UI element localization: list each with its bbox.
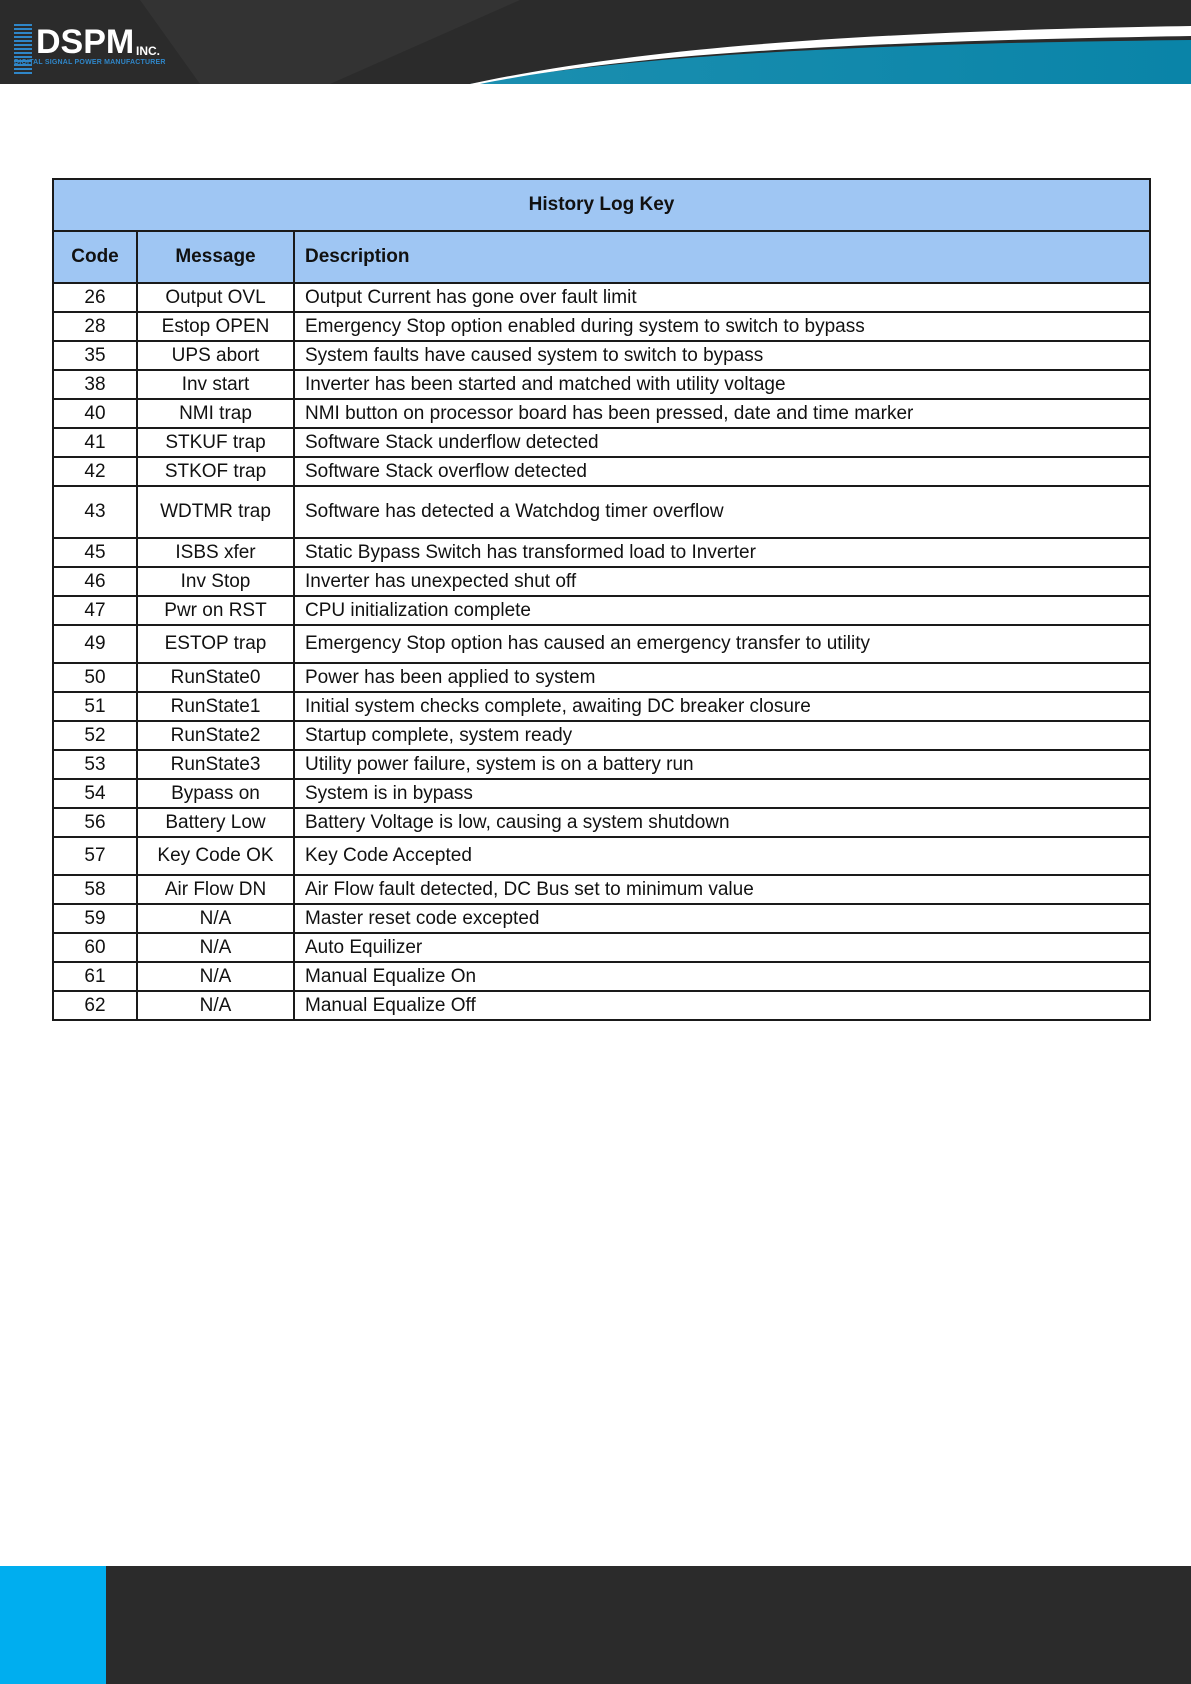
cell-description: Emergency Stop option enabled during system to switch to bypass xyxy=(294,312,1150,341)
cell-code: 60 xyxy=(53,933,137,962)
cell-code: 50 xyxy=(53,663,137,692)
cell-message: Estop OPEN xyxy=(137,312,294,341)
cell-code: 45 xyxy=(53,538,137,567)
cell-code: 54 xyxy=(53,779,137,808)
table-row xyxy=(53,486,1150,538)
cell-code: 43 xyxy=(53,486,137,538)
logo-suffix: INC. xyxy=(136,44,160,58)
cell-description: Startup complete, system ready xyxy=(294,721,1150,750)
cell-description: Key Code Accepted xyxy=(294,837,1150,875)
table-row xyxy=(53,341,1150,370)
cell-message: Key Code OK xyxy=(137,837,294,875)
table-row xyxy=(53,692,1150,721)
cell-code: 62 xyxy=(53,991,137,1020)
cell-code: 58 xyxy=(53,875,137,904)
table-row xyxy=(53,625,1150,663)
logo-tagline: DIGITAL SIGNAL POWER MANUFACTURER xyxy=(14,59,166,66)
cell-description: Air Flow fault detected, DC Bus set to minimum value xyxy=(294,875,1150,904)
table-row xyxy=(53,457,1150,486)
cell-description: System faults have caused system to switch to bypass xyxy=(294,341,1150,370)
cell-code: 51 xyxy=(53,692,137,721)
cell-description: Manual Equalize Off xyxy=(294,991,1150,1020)
cell-description: Inverter has unexpected shut off xyxy=(294,567,1150,596)
cell-code: 61 xyxy=(53,962,137,991)
cell-description: Utility power failure, system is on a battery run xyxy=(294,750,1150,779)
cell-code: 42 xyxy=(53,457,137,486)
cell-code: 53 xyxy=(53,750,137,779)
cell-message: Inv Stop xyxy=(137,567,294,596)
cell-description: Inverter has been started and matched with utility voltage xyxy=(294,370,1150,399)
cell-code: 56 xyxy=(53,808,137,837)
cell-message: RunState3 xyxy=(137,750,294,779)
table-row xyxy=(53,933,1150,962)
cell-code: 47 xyxy=(53,596,137,625)
cell-code: 38 xyxy=(53,370,137,399)
table-row xyxy=(53,538,1150,567)
table-title-row xyxy=(53,179,1150,231)
cell-message: RunState1 xyxy=(137,692,294,721)
cell-description: Power has been applied to system xyxy=(294,663,1150,692)
company-logo xyxy=(14,24,174,80)
table-row xyxy=(53,779,1150,808)
column-header-code: Code xyxy=(53,231,137,283)
cell-message: Output OVL xyxy=(137,283,294,312)
cell-message: NMI trap xyxy=(137,399,294,428)
table-row xyxy=(53,904,1150,933)
cell-message: ISBS xfer xyxy=(137,538,294,567)
cell-code: 26 xyxy=(53,283,137,312)
history-log-table xyxy=(52,178,1151,1021)
cell-description: Output Current has gone over fault limit xyxy=(294,283,1150,312)
footer-accent-block xyxy=(0,1566,106,1684)
cell-message: N/A xyxy=(137,962,294,991)
cell-description: Auto Equilizer xyxy=(294,933,1150,962)
table-row xyxy=(53,283,1150,312)
cell-message: Pwr on RST xyxy=(137,596,294,625)
table-row xyxy=(53,808,1150,837)
cell-message: RunState2 xyxy=(137,721,294,750)
cell-message: N/A xyxy=(137,991,294,1020)
cell-description: Software Stack underflow detected xyxy=(294,428,1150,457)
cell-message: Bypass on xyxy=(137,779,294,808)
cell-code: 40 xyxy=(53,399,137,428)
cell-message: WDTMR trap xyxy=(137,486,294,538)
cell-code: 57 xyxy=(53,837,137,875)
cell-message: ESTOP trap xyxy=(137,625,294,663)
table-row xyxy=(53,663,1150,692)
cell-code: 52 xyxy=(53,721,137,750)
cell-code: 28 xyxy=(53,312,137,341)
cell-description: System is in bypass xyxy=(294,779,1150,808)
cell-message: N/A xyxy=(137,933,294,962)
header-banner xyxy=(0,0,1191,84)
cell-message: Air Flow DN xyxy=(137,875,294,904)
page-header xyxy=(0,0,1191,84)
table-row xyxy=(53,370,1150,399)
cell-code: 35 xyxy=(53,341,137,370)
column-header-message: Message xyxy=(137,231,294,283)
cell-description: Initial system checks complete, awaiting DC breaker closure xyxy=(294,692,1150,721)
page-footer xyxy=(0,1566,1191,1684)
table-row xyxy=(53,750,1150,779)
cell-description: NMI button on processor board has been pressed, date and time marker xyxy=(294,399,1150,428)
table-row xyxy=(53,721,1150,750)
column-header-description: Description xyxy=(294,231,1150,283)
cell-description: Battery Voltage is low, causing a system shutdown xyxy=(294,808,1150,837)
cell-description: CPU initialization complete xyxy=(294,596,1150,625)
logo-wordmark: DSPM xyxy=(36,23,135,61)
cell-description: Static Bypass Switch has transformed load to Inverter xyxy=(294,538,1150,567)
cell-message: STKOF trap xyxy=(137,457,294,486)
cell-message: RunState0 xyxy=(137,663,294,692)
table-row xyxy=(53,962,1150,991)
logo-bars-icon xyxy=(14,24,32,78)
table-row xyxy=(53,428,1150,457)
table-row xyxy=(53,991,1150,1020)
table-row xyxy=(53,399,1150,428)
table-row xyxy=(53,875,1150,904)
cell-description: Software has detected a Watchdog timer overflow xyxy=(294,486,1150,538)
cell-code: 41 xyxy=(53,428,137,457)
cell-description: Software Stack overflow detected xyxy=(294,457,1150,486)
cell-message: UPS abort xyxy=(137,341,294,370)
cell-message: Inv start xyxy=(137,370,294,399)
table-row xyxy=(53,837,1150,875)
cell-description: Manual Equalize On xyxy=(294,962,1150,991)
cell-code: 49 xyxy=(53,625,137,663)
cell-message: STKUF trap xyxy=(137,428,294,457)
cell-message: N/A xyxy=(137,904,294,933)
cell-code: 46 xyxy=(53,567,137,596)
table-header-row xyxy=(53,231,1150,283)
history-log-table-container xyxy=(52,178,1149,1021)
table-title: History Log Key xyxy=(53,179,1150,231)
cell-code: 59 xyxy=(53,904,137,933)
cell-description: Emergency Stop option has caused an emergency transfer to utility xyxy=(294,625,1150,663)
table-row xyxy=(53,567,1150,596)
table-row xyxy=(53,312,1150,341)
table-row xyxy=(53,596,1150,625)
cell-message: Battery Low xyxy=(137,808,294,837)
cell-description: Master reset code excepted xyxy=(294,904,1150,933)
